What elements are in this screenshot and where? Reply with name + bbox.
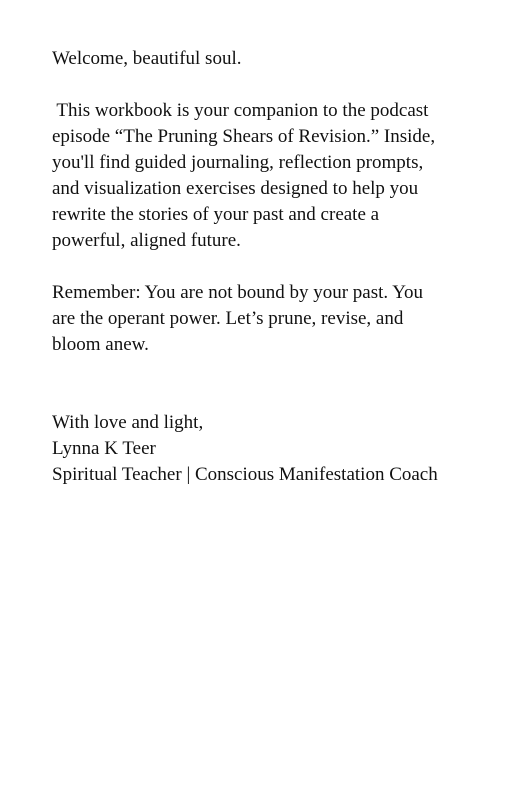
spacer: [52, 254, 482, 280]
spacer: [52, 72, 482, 98]
intro-line: powerful, aligned future.: [52, 230, 241, 251]
intro-line: you'll find guided journaling, reflection prompts,: [52, 152, 424, 173]
signature-block: [52, 410, 482, 488]
spacer: [52, 358, 482, 410]
greeting-text: Welcome, beautiful soul.: [52, 48, 242, 69]
intro-line: and visualization exercises designed to help you: [52, 178, 419, 199]
intro-line: episode “The Pruning Shears of Revision.” Inside,: [52, 126, 436, 147]
intro-line: rewrite the stories of your past and create a: [52, 204, 380, 225]
reminder-line: bloom anew.: [52, 334, 149, 355]
author-name: Lynna K Teer: [52, 438, 156, 459]
reminder-line: are the operant power. Let’s prune, revise, and: [52, 308, 404, 329]
intro-paragraph: [52, 98, 482, 254]
intro-line: This workbook is your companion to the podcast: [52, 100, 429, 121]
reminder-line: Remember: You are not bound by your past. You: [52, 282, 424, 303]
signoff-text: With love and light,: [52, 412, 204, 433]
workbook-welcome-page: [52, 46, 482, 488]
reminder-paragraph: [52, 280, 482, 358]
author-title: Spiritual Teacher | Conscious Manifestation Coach: [52, 464, 438, 485]
